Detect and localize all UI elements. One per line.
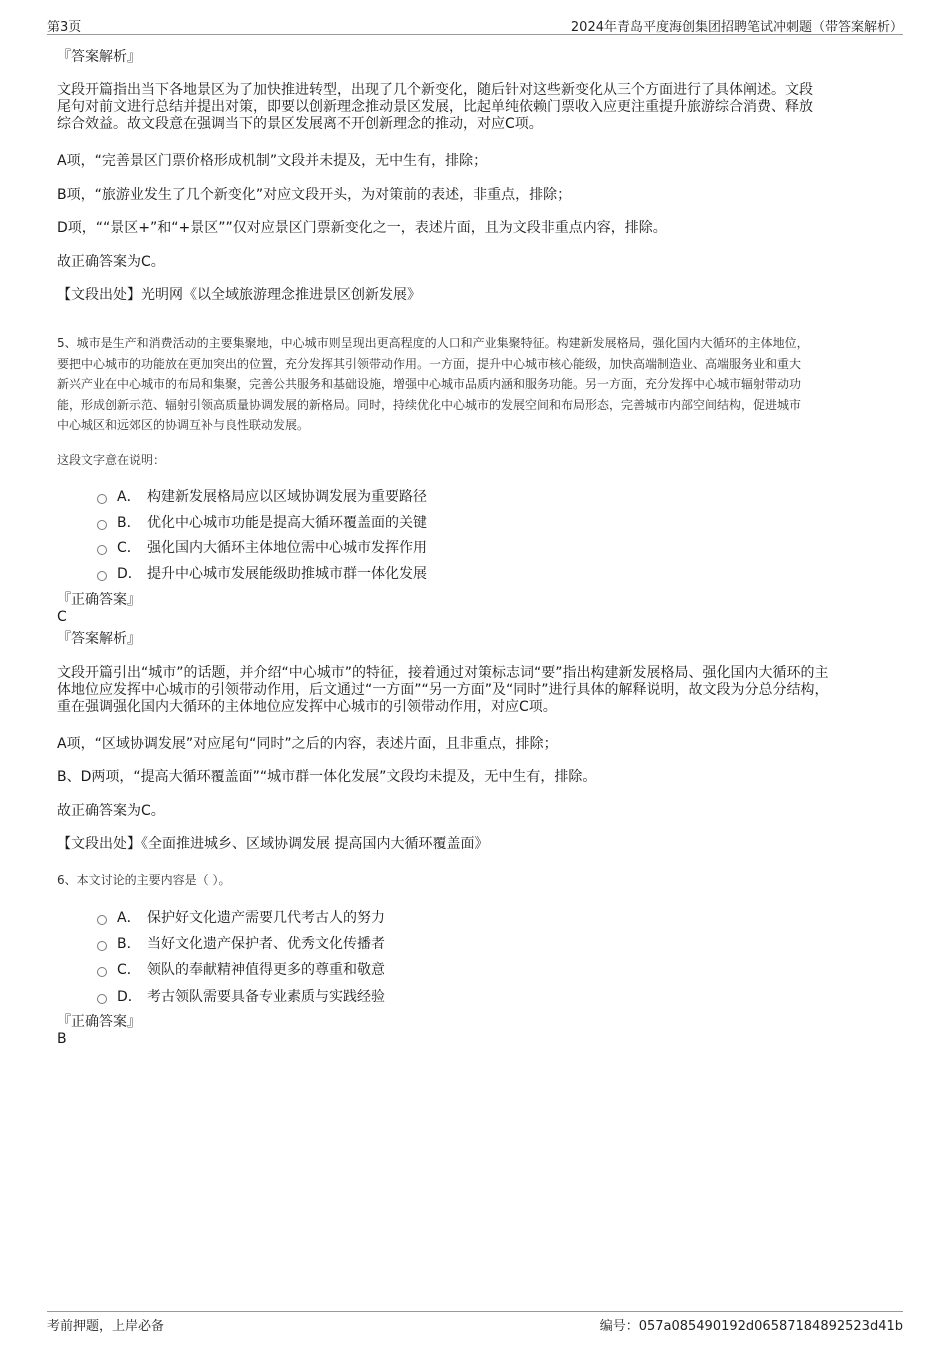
correct-answer: C <box>57 609 67 625</box>
option-label: C． <box>117 962 141 978</box>
radio-icon[interactable] <box>97 967 107 977</box>
analysis-item-bd: B、D两项，“提高大循环覆盖面”“城市群一体化发展”文段均未提及，无中生有，排除。 <box>57 769 597 785</box>
option-label: D． <box>117 989 142 1005</box>
analysis-line: 尾句对前文进行总结并提出对策，即要以创新理念推动景区发展，比起单纯依赖门票收入应更注重提升旅游综合消费、释放 <box>57 99 813 115</box>
option-a[interactable] <box>97 907 385 925</box>
option-text: 当好文化遗产保护者、优秀文化传播者 <box>147 936 385 952</box>
question-line: 中心城区和远郊区的协调互补与良性联动发展。 <box>57 418 310 432</box>
option-label: A． <box>117 489 141 505</box>
analysis-item-a: A项，“完善景区门票价格形成机制”文段并未提及，无中生有，排除； <box>57 153 488 169</box>
question-6-text: 6、本文讨论的主要内容是（ ）。 <box>57 873 231 887</box>
option-label: A． <box>117 910 141 926</box>
option-text: 构建新发展格局应以区域协调发展为重要路径 <box>147 489 427 505</box>
question-line: 新兴产业在中心城市的布局和集聚，完善公共服务和基础设施，增强中心城市品质内涵和服务功能。另一方面，充分发挥中心城市辐射带动功 <box>57 377 802 391</box>
analysis-paragraph <box>57 665 897 716</box>
analysis-line: 文段开篇指出当下各地景区为了加快推进转型，出现了几个新变化，随后针对这些新变化从三个方面进行了具体阐述。文段 <box>57 82 813 98</box>
question-5-prompt: 这段文字意在说明： <box>57 453 166 467</box>
correct-answer: B <box>57 1031 67 1047</box>
option-label: C． <box>117 540 141 556</box>
question-line: 要把中心城市的功能放在更加突出的位置，充分发挥其引领带动作用。一方面，提升中心城市核心能级，加快高端制造业、高端服务业和重大 <box>57 356 802 371</box>
analysis-heading: 『答案解析』 <box>57 631 141 647</box>
option-label: D． <box>117 566 142 582</box>
page-number: 第3页 <box>47 20 82 35</box>
answer-heading: 『正确答案』 <box>57 592 141 608</box>
question-line: 5、城市是生产和消费活动的主要集聚地，中心城市则呈现出更高程度的人口和产业集聚特征。构建新发展格局，强化国内大循环的主体地位， <box>57 336 809 350</box>
radio-icon[interactable] <box>97 915 107 925</box>
option-text: 提升中心城市发展能级助推城市群一体化发展 <box>147 566 427 582</box>
option-text: 考古领队需要具备专业素质与实践经验 <box>147 989 385 1005</box>
analysis-conclusion: 故正确答案为C。 <box>57 254 165 270</box>
option-d[interactable] <box>97 986 385 1004</box>
analysis-line: 综合效益。故文段意在强调当下的景区发展离不开创新理念的推动，对应C项。 <box>57 116 543 132</box>
footer-slogan: 考前押题，上岸必备 <box>47 1319 165 1334</box>
option-d[interactable] <box>97 563 427 581</box>
option-c[interactable] <box>97 959 385 977</box>
analysis-conclusion: 故正确答案为C。 <box>57 803 165 819</box>
analysis-item-b: B项，“旅游业发生了几个新变化”对应文段开头，为对策前的表述，非重点，排除； <box>57 187 572 203</box>
radio-icon[interactable] <box>97 941 107 951</box>
option-c[interactable] <box>97 537 427 555</box>
option-text: 保护好文化遗产需要几代考古人的努力 <box>147 910 385 926</box>
option-label: B． <box>117 515 141 531</box>
radio-icon[interactable] <box>97 571 107 581</box>
document-id: 编号：057a085490192d06587184892523d41b <box>599 1319 903 1334</box>
radio-icon[interactable] <box>97 545 107 555</box>
answer-heading: 『正确答案』 <box>57 1014 141 1030</box>
radio-icon[interactable] <box>97 520 107 530</box>
analysis-line: 重在强调强化国内大循环的主体地位应发挥中心城市的引领带动作用，对应C项。 <box>57 699 557 715</box>
source-citation: 【文段出处】光明网《以全域旅游理念推进景区创新发展》 <box>57 287 421 303</box>
option-text: 优化中心城市功能是提高大循环覆盖面的关键 <box>147 515 427 531</box>
option-b[interactable] <box>97 512 427 530</box>
analysis-heading: 『答案解析』 <box>57 49 141 65</box>
option-label: B． <box>117 936 141 952</box>
option-text: 领队的奉献精神值得更多的尊重和敬意 <box>147 962 385 978</box>
analysis-item-a: A项，“区域协调发展”对应尾句“同时”之后的内容，表述片面，且非重点，排除； <box>57 736 558 752</box>
source-citation: 【文段出处】《全面推进城乡、区域协调发展 提高国内大循环覆盖面》 <box>57 836 489 852</box>
radio-icon[interactable] <box>97 494 107 504</box>
option-b[interactable] <box>97 933 385 951</box>
page-header <box>47 16 903 35</box>
option-text: 强化国内大循环主体地位需中心城市发挥作用 <box>147 540 427 556</box>
question-line: 能，形成创新示范、辐射引领高质量协调发展的新格局。同时，持续优化中心城市的发展空间和布局形态，完善城市内部空间结构，促进城市 <box>57 397 802 412</box>
analysis-item-d: D项，““景区+”和“+景区””仅对应景区门票新变化之一，表述片面，且为文段非重点内容，排除。 <box>57 220 667 236</box>
page-footer <box>47 1311 903 1332</box>
analysis-paragraph <box>57 82 897 133</box>
question-5-text <box>57 333 897 436</box>
document-title: 2024年青岛平度海创集团招聘笔试冲刺题（带答案解析） <box>570 20 903 35</box>
analysis-line: 体地位应发挥中心城市的引领带动作用，后文通过“一方面”“另一方面”及“同时”进行具体的解释说明，故文段为分总分结构， <box>57 682 829 698</box>
option-a[interactable] <box>97 486 427 504</box>
radio-icon[interactable] <box>97 994 107 1004</box>
analysis-line: 文段开篇引出“城市”的话题，并介绍“中心城市”的特征，接着通过对策标志词“要”指出构建新发展格局、强化国内大循环的主 <box>57 665 829 681</box>
